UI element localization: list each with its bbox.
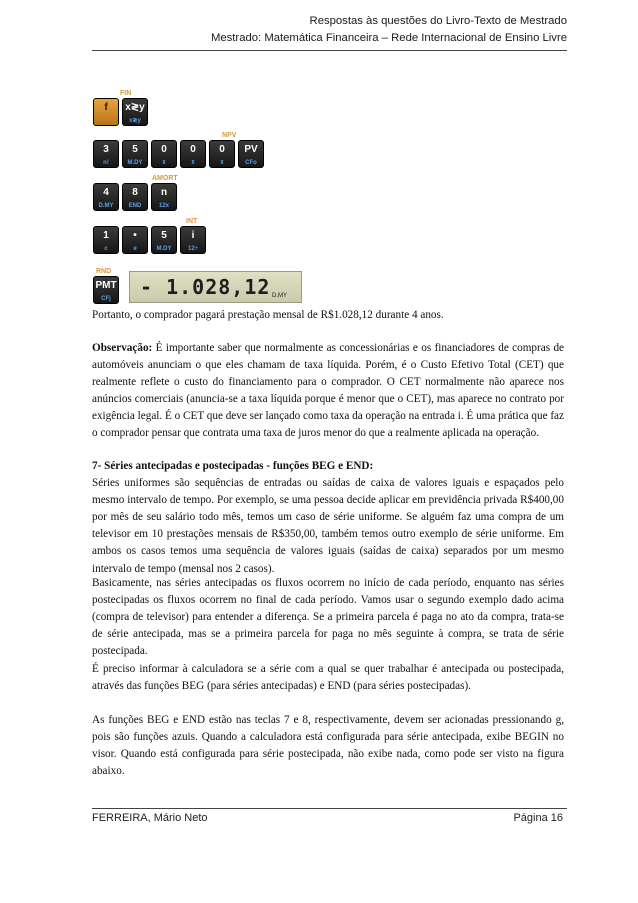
i-key: i 12÷ (180, 226, 206, 254)
section-title: 7- Séries antecipadas e postecipadas - funções BEG e END: (92, 460, 374, 472)
display-annunciator: D.MY (272, 293, 287, 299)
pv-key: PV CFo (238, 140, 264, 168)
paragraph-uniform-series: Séries uniformes são sequências de entradas ou saídas de caixa de valores iguais e espaçados pelo mesmo intervalo de tempo. Por exemplo, se uma pessoa decide aplicar em previdência privada R$400,00 por mês de seu salário todo mês, temos um caso de série uniforme. Se alguém faz uma compra de um televisor em 10 prestações mensais de R$350,00, também temos outro exemplo de série uniforme. Em ambos os casos temos uma sequência de valores iguais (saídas de caixa) separados por um mesmo intervalo de tempo (mensal nos 2 casos). (92, 477, 564, 575)
header-divider (92, 50, 567, 51)
key-0: 0 x̄ (180, 140, 206, 168)
footer-page-number: Página 16 (513, 812, 563, 824)
key-1: 1 c (93, 226, 119, 254)
amort-label: AMORT (152, 175, 178, 182)
key-row-1 (93, 98, 148, 126)
key-5: 5 M.DY (151, 226, 177, 254)
paragraph-functions: As funções BEG e END estão nas teclas 7 e 8, respectivamente, devem ser acionadas pressionando g, pois são funções azuis. Quando a calculadora está configurada para série antecipada, exibe BEGIN no visor. Quando está configurada para série postecipada, não exibe nada, como pode ser visto na figura abaixo. (92, 714, 564, 778)
pmt-key: PMT CFj (93, 276, 119, 304)
paragraph-inform: É preciso informar à calculadora se a série com a qual se quer trabalhar é antecipada ou postecipada, através das funções BEG (para séries antecipadas) e END (para séries postecipadas). (92, 663, 564, 693)
rnd-label: RND (96, 268, 112, 275)
header-title: Respostas às questões do Livro-Texto de Mestrado (309, 15, 567, 27)
key-8: 8 END (122, 183, 148, 211)
paragraph-result: Portanto, o comprador pagará prestação mensal de R$1.028,12 durante 4 anos. (92, 309, 444, 321)
footer-divider (92, 808, 567, 809)
paragraph-observation (92, 340, 564, 443)
key-0: 0 x̄ (209, 140, 235, 168)
key-4: 4 D.MY (93, 183, 119, 211)
key-row-2 (93, 140, 264, 168)
section-block (92, 458, 564, 578)
n-key: n 12x (151, 183, 177, 211)
observation-label: Observação: (92, 342, 153, 354)
header-subtitle: Mestrado: Matemática Financeira – Rede Internacional de Ensino Livre (210, 32, 567, 44)
npv-label: NPV (222, 132, 237, 139)
key-3: 3 n! (93, 140, 119, 168)
key-row-4 (93, 226, 206, 254)
paragraph-basic: Basicamente, nas séries antecipadas os fluxos ocorrem no início de cada período, enquanto nas séries postecipadas os fluxos ocorrem no final de cada período. Vamos usar o segundo exemplo dado acima (compra de televisor) para entender a diferença. Se a primeira parcela é paga no ato da compra, trata-se de série antecipada, mas se a primeira parcela for paga no mês seguinte à compra, se trata de série postecipada. (92, 577, 564, 658)
footer-author: FERREIRA, Mário Neto (92, 812, 208, 824)
f-key: f (93, 98, 119, 126)
key-row-3 (93, 183, 177, 211)
swap-key: x≷y x≷y (122, 98, 148, 126)
decimal-key: • e (122, 226, 148, 254)
calculator-display (129, 271, 302, 303)
observation-text: É importante saber que normalmente as concessionárias e os financiadores de compras de automóveis anunciam o que eles chamam de taxa líquida. Porém, é o Custo Efetivo Total (CET) que realmente reflete o custo do financiamento para o comprador. O CET normalmente não aparece nos anúncios comerciais (anuncia-se a taxa líquida porque é menor que o CET), mas aparece no contrato por exigência legal. É o CET que deve ser lançado como taxa da operação na entrada i. É uma prática que faz o comprador pensar que contrata uma taxa de juros menor do que a realmente aplicada na operação. (92, 342, 564, 440)
fin-label: FIN (120, 90, 132, 97)
key-0: 0 x̄ (151, 140, 177, 168)
int-label: INT (186, 218, 198, 225)
key-5: 5 M.DY (122, 140, 148, 168)
display-value: - 1.028,12 (140, 275, 271, 299)
key-row-5 (93, 276, 119, 304)
